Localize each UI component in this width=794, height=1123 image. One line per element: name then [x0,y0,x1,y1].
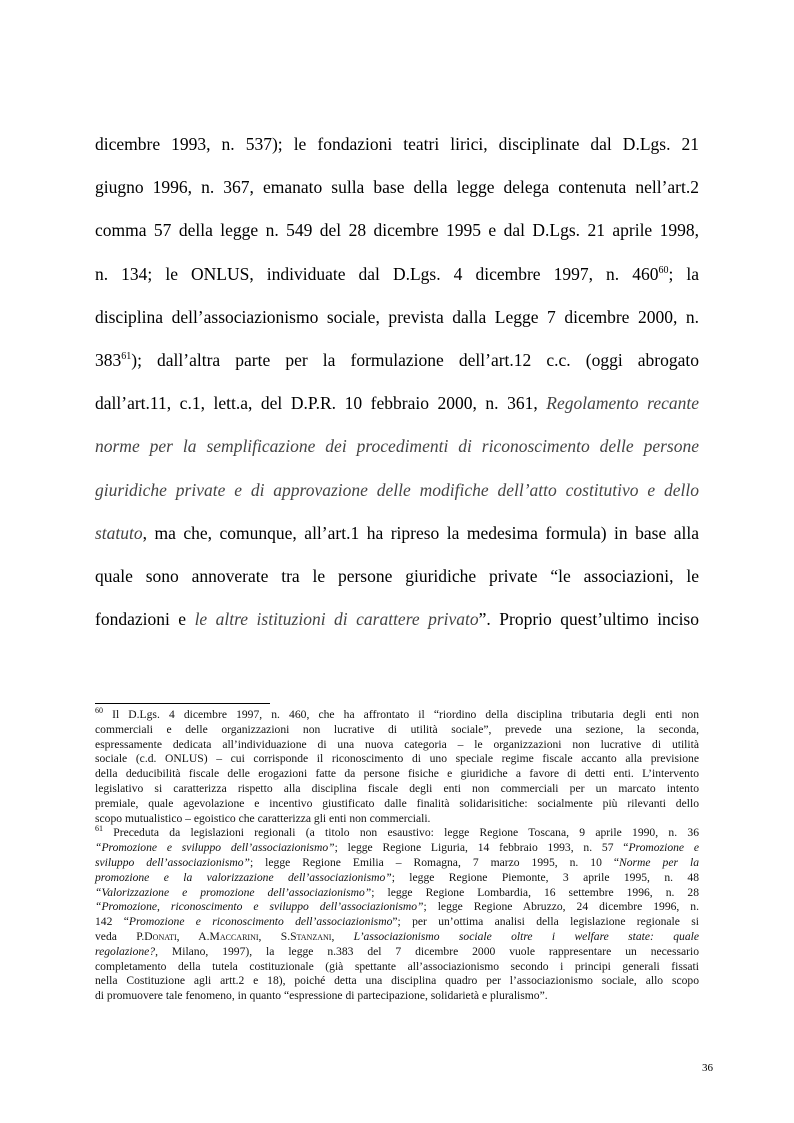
footnote-separator [95,703,270,704]
footnotes [95,708,699,1004]
page-number: 36 [702,1062,713,1074]
body-line: giuridiche private e di approvazione delle modifiche dell’atto costitutivo e dello [95,479,699,500]
body-line: dall’art.11, c.1, lett.a, del D.P.R. 10 febbraio 2000, n. 361, Regolamento recante [95,393,699,414]
body-line: dicembre 1993, n. 537); le fondazioni teatri lirici, disciplinate dal D.Lgs. 21 [95,134,699,154]
footnote-60: $^{60}$ Il D.Lgs. 4 dicembre 1997, n. 460, che ha affrontato il “riordino della disciplina tributaria degli enti non commerciali e delle organizzazioni non lucrative di utilità sociale”, prevede una sezione, la seconda, espressamente dedicata all’individuazione di una nuova categoria – le organizzazioni non lucrative di utilità sociale (c.d. ONLUS) – cui corrisponde il riconoscimento di uno speciale regime fiscale accanto alla previsione della deducibilità fiscale delle erogazioni fatte da persone fisiche e giuridiche a favore di detti enti. L’intervento legislativo si caratterizza rispetto alla disciplina fiscale degli enti non commerciali per un marcato intento premiale, quale agevolazione e incentivo giustificato dalle finalità solidarisitiche: socialmente più rilevanti dello scopo mutualistico – egoistico che caratterizza gli enti non commerciali. [95,706,699,825]
body-line: disciplina dell’associazionismo sociale, prevista dalla Legge 7 dicembre 2000, n. [95,306,699,327]
footnote-marker: 60 [95,706,103,716]
footnote-61: $^{61}$ Preceduta da legislazioni regionali (a titolo non esaustivo: legge Regione Toscana, 9 aprile 1990, n. 36 “Promozione e sviluppo dell’associazionismo”; legge Regione Liguria, 14 febbraio 1993, n. 57 “Promozione e sviluppo dell’associazionismo”; legge Regione Emilia – Romagna, 7 marzo 1995, n. 10 “Norme per la promozione e la valorizzazione dell’associazionismo”; legge Regione Piemonte, 3 aprile 1995, n. 48 “Valorizzazione e promozione dell’associazionismo”; legge Regione Lombardia, 16 settembre 1996, n. 28 “Promozione, riconoscimento e sviluppo dell’associazionismo”; legge Regione Abruzzo, 24 dicembre 1996, n. 142 “Promozione e riconoscimento dell’associazionismo”; per un’ottima analisi della legislazione regionale si veda P.Donati, A.Maccarini, S.Stanzani, L’associazionismo sociale oltre i welfare state: quale regolazione?, Milano, 1997), la legge n.383 del 7 dicembre 2000 vuole rappresentare un necessario completamento della tutela costituzionale (già spettante all’associazionismo secondo i principi generali fissati nella Costituzione agli artt.2 e 18), poiché detta una disciplina quadro per l’associazionismo sociale, allo scopo di promuovere tale fenomeno, in quanto “espressione di partecipazione, solidarietà e pluralismo”. [95,824,700,1003]
footnote-marker: 61 [95,824,103,834]
body-line: quale sono annoverate tra le persone giuridiche private “le associazioni, le [95,566,699,587]
body-line: norme per la semplificazione dei procedimenti di riconoscimento delle persone [95,436,699,457]
body-line: statuto, ma che, comunque, all’art.1 ha ripreso la medesima formula) in base alla [95,522,699,543]
body-line: giugno 1996, n. 367, emanato sulla base della legge delega contenuta nell’art.2 [95,177,699,198]
body-line: comma 57 della legge n. 549 del 28 dicembre 1995 e dal D.Lgs. 21 aprile 1998, [95,220,699,241]
footnote-ref-61[interactable]: 61 [121,351,132,363]
main-text [95,123,699,641]
body-line: $383^{61}$); dall’altra parte per la formulazione dell’art.12 c.c. (oggi abrogato [95,350,699,371]
footnote-ref-60[interactable]: 60 [658,264,669,276]
body-line: n. 134; le ONLUS, individuate dal D.Lgs. 4 dicembre 1997, n. $460^{60}$; la [95,263,699,284]
body-line: fondazioni e le altre istituzioni di carattere privato”. Proprio quest’ultimo inciso [95,609,699,630]
